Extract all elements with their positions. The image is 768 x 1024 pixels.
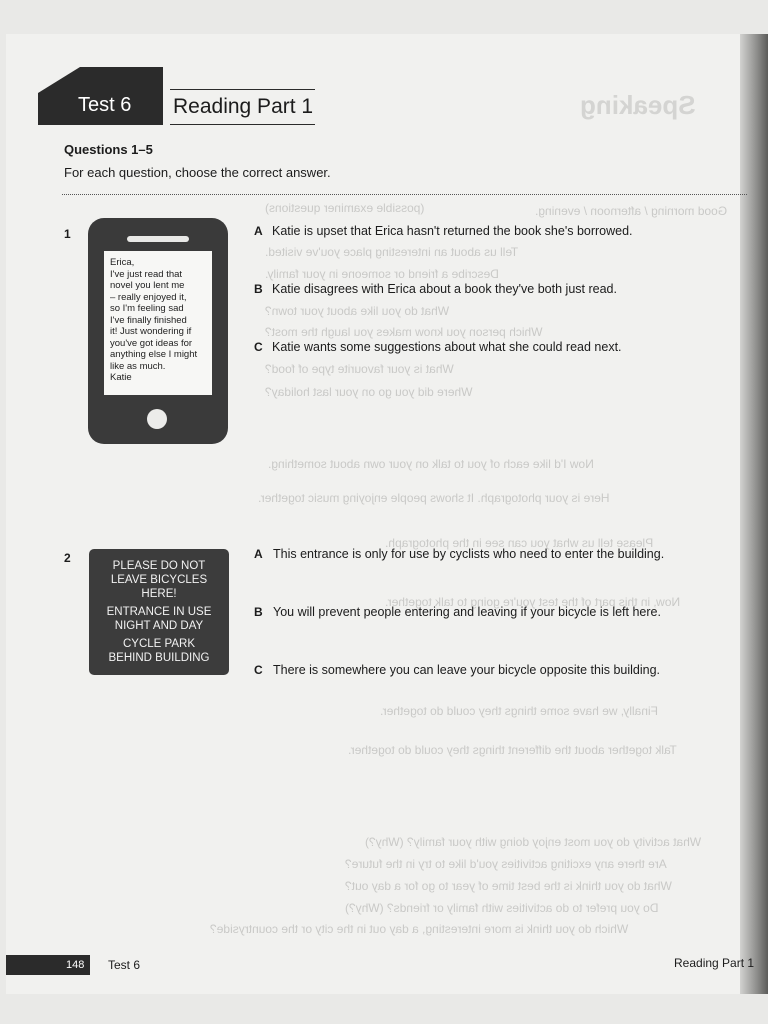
phone-screen [104, 251, 212, 395]
option-letter: C [254, 340, 263, 354]
page-edge-shadow [740, 34, 768, 994]
message-line: I've just read that [110, 268, 183, 280]
show-through-line: Finally, we have some things they could do together. [380, 704, 658, 718]
option-letter: B [254, 282, 263, 296]
sign-line: NIGHT AND DAY [114, 620, 204, 632]
sign-line: PLEASE DO NOT [112, 560, 206, 572]
phone-speaker [127, 236, 189, 242]
instruction-text: For each question, choose the correct answer. [64, 165, 331, 180]
message-line: Katie [110, 372, 132, 383]
show-through-line: What do you think is the best time of year to go for a day out? [345, 879, 672, 893]
message-line: it! Just wondering if [110, 326, 192, 337]
option-letter: C [254, 663, 263, 677]
message-line: I've finally finished [110, 314, 187, 326]
option-letter: A [254, 547, 263, 561]
questions-heading: Questions 1–5 [64, 142, 153, 157]
show-through-line: (possible examiner questions) [265, 201, 425, 215]
page-number: 148 [66, 959, 85, 971]
option-text: You will prevent people entering and leaving if your bicycle is left here. [273, 605, 661, 619]
show-through-line: What activity do you most enjoy doing with your family? (Why?) [365, 835, 702, 849]
message-line: so I'm feeling sad [110, 303, 184, 314]
show-through-line: Where did you go on your last holiday? [265, 385, 473, 399]
show-through-line: Are there any exciting activities you'd like to try in the future? [345, 857, 667, 871]
show-through-line: Here is your photograph. It shows people enjoying music together. [258, 491, 610, 505]
show-through-line: Do you prefer to do activities with family or friends? (Why?) [345, 901, 659, 915]
option-letter: A [254, 224, 263, 238]
show-through-line: Talk together about the different things they could do together. [348, 743, 677, 757]
sign-line: ENTRANCE IN USE [106, 606, 212, 618]
show-through-line: Please tell us what you can see in the photograph. [385, 536, 654, 550]
sign-line: LEAVE BICYCLES [110, 574, 208, 586]
show-through-line: What do you like about your town? [265, 304, 450, 318]
option-letter: B [254, 605, 263, 619]
option-text: Katie wants some suggestions about what she could read next. [272, 340, 622, 354]
show-through-line: Now I'd like each of you to talk on your own about something. [268, 457, 594, 471]
show-through-line: Which person you know makes you laugh the most? [265, 325, 543, 339]
question-number: 2 [64, 551, 71, 565]
show-through-line: What is your favourite type of food? [265, 362, 454, 376]
message-line: Erica, [110, 257, 135, 268]
show-through-line: Now, in this part of the test you're going to talk together. [385, 595, 681, 609]
sign-line: HERE! [141, 588, 177, 600]
message-line: – really enjoyed it, [110, 291, 187, 303]
bicycle-notice-sign [89, 549, 229, 675]
show-through-line: Tell us about an interesting place you've visited. [265, 245, 519, 259]
page-title: Reading Part 1 [173, 95, 314, 118]
title-rule-top [170, 89, 315, 90]
message-line: anything else I might [110, 349, 198, 360]
phone-home-button [147, 409, 167, 429]
test-label: Test 6 [78, 94, 132, 116]
option-text: Katie is upset that Erica hasn't returned the book she's borrowed. [272, 224, 633, 238]
option-text: There is somewhere you can leave your bicycle opposite this building. [273, 663, 661, 677]
sign-line: BEHIND BUILDING [108, 652, 210, 664]
footer-section-label: Reading Part 1 [674, 956, 755, 970]
question-number: 1 [64, 227, 71, 241]
show-through-line: Good morning / afternoon / evening. [535, 204, 728, 218]
title-rule-bottom [170, 124, 315, 125]
dotted-divider [62, 194, 747, 195]
footer-test-label: Test 6 [108, 958, 141, 972]
message-line: novel you lent me [110, 280, 185, 291]
show-through-heading: Speaking [580, 90, 696, 120]
option-text: Katie disagrees with Erica about a book they've both just read. [272, 282, 617, 296]
show-through-line: Describe a friend or someone in your family. [265, 267, 499, 281]
message-line: you've got ideas for [110, 337, 193, 349]
tab-corner [38, 67, 80, 93]
sign-line: CYCLE PARK [122, 638, 195, 650]
option-text: This entrance is only for use by cyclists who need to enter the building. [273, 547, 665, 561]
show-through-line: Which do you think is more interesting, a day out in the city or the countryside? [210, 922, 629, 936]
message-line: like as much. [110, 360, 166, 372]
